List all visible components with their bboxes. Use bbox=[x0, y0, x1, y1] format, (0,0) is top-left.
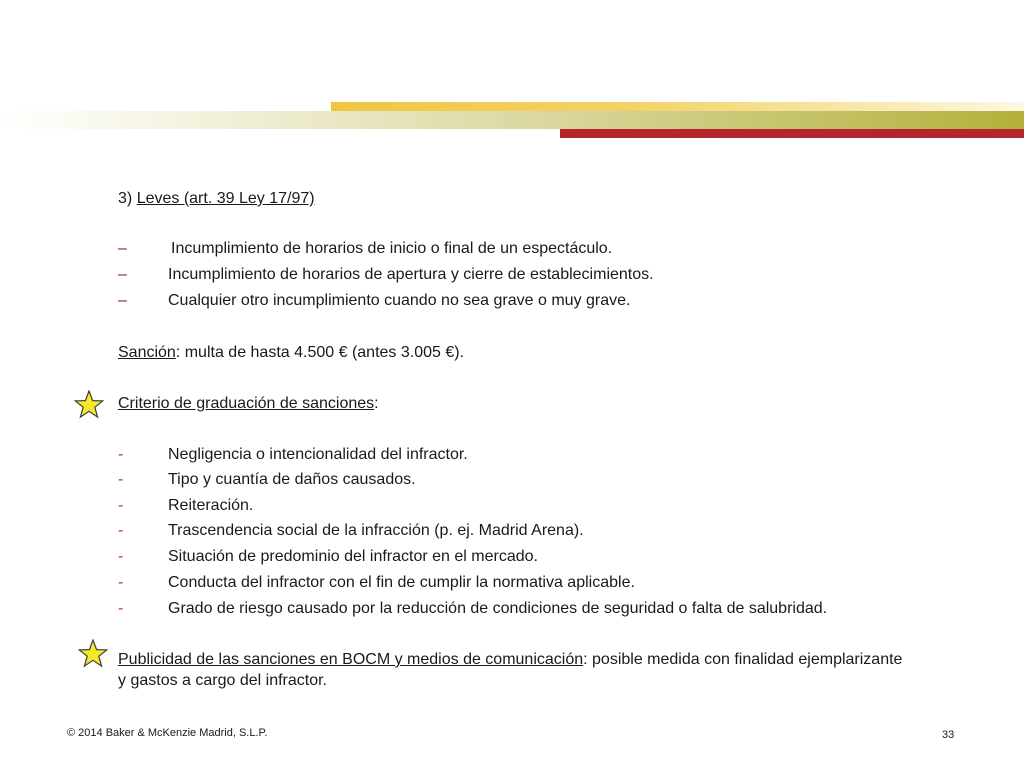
list-marker: - bbox=[118, 471, 124, 488]
criteria-heading bbox=[118, 394, 379, 414]
criteria-text: Grado de riesgo causado por la reducción de condiciones de seguridad o falta de salubridad. bbox=[168, 600, 828, 617]
criteria-label: Criterio de graduación de sanciones bbox=[118, 395, 375, 412]
criteria-text: Conducta del infractor con el fin de cumplir la normativa aplicable. bbox=[168, 574, 635, 591]
list-marker: - bbox=[118, 446, 124, 463]
offense-text: Incumplimiento de horarios de inicio o final de un espectáculo. bbox=[171, 240, 613, 257]
sanction-text: : multa de hasta 4.500 € (antes 3.005 €). bbox=[175, 344, 465, 361]
header-yellow-band bbox=[331, 102, 1024, 111]
offense-text: Incumplimiento de horarios de apertura y cierre de establecimientos. bbox=[168, 266, 654, 283]
criteria-text: Trascendencia social de la infracción (p. ej. Madrid Arena). bbox=[168, 522, 584, 539]
footer-copyright: © 2014 Baker & McKenzie Madrid, S.L.P. bbox=[67, 727, 268, 739]
list-marker: - bbox=[118, 600, 124, 617]
publicity-line-1 bbox=[118, 650, 902, 670]
criteria-text: Negligencia o intencionalidad del infractor. bbox=[168, 446, 468, 463]
list-marker: – bbox=[118, 240, 127, 257]
criteria-text: Situación de predominio del infractor en el mercado. bbox=[168, 548, 538, 565]
offense-text: Cualquier otro incumplimiento cuando no sea grave o muy grave. bbox=[168, 292, 631, 309]
publicity-label: Publicidad de las sanciones en BOCM y medios de comunicación bbox=[118, 651, 584, 668]
section-number: 3) bbox=[118, 190, 133, 207]
publicity-text: : posible medida con finalidad ejemplarizante bbox=[583, 651, 903, 668]
list-marker: - bbox=[118, 497, 124, 514]
header-gradient-band bbox=[0, 111, 1024, 129]
section-heading bbox=[118, 189, 315, 209]
criteria-text: Reiteración. bbox=[168, 497, 254, 514]
star-icon bbox=[78, 639, 108, 669]
section-title: Leves (art. 39 Ley 17/97) bbox=[136, 190, 315, 207]
list-marker: - bbox=[118, 522, 124, 539]
page-number: 33 bbox=[942, 729, 955, 741]
sanction-line bbox=[118, 343, 464, 363]
list-marker: – bbox=[118, 292, 127, 309]
header-red-band bbox=[560, 129, 1024, 138]
list-marker: - bbox=[118, 574, 124, 591]
sanction-label: Sanción bbox=[118, 344, 176, 361]
list-marker: – bbox=[118, 266, 127, 283]
list-marker: - bbox=[118, 548, 124, 565]
criteria-text: Tipo y cuantía de daños causados. bbox=[168, 471, 416, 488]
publicity-line-2: y gastos a cargo del infractor. bbox=[118, 672, 327, 689]
criteria-suffix: : bbox=[374, 395, 379, 412]
star-icon bbox=[74, 390, 104, 420]
